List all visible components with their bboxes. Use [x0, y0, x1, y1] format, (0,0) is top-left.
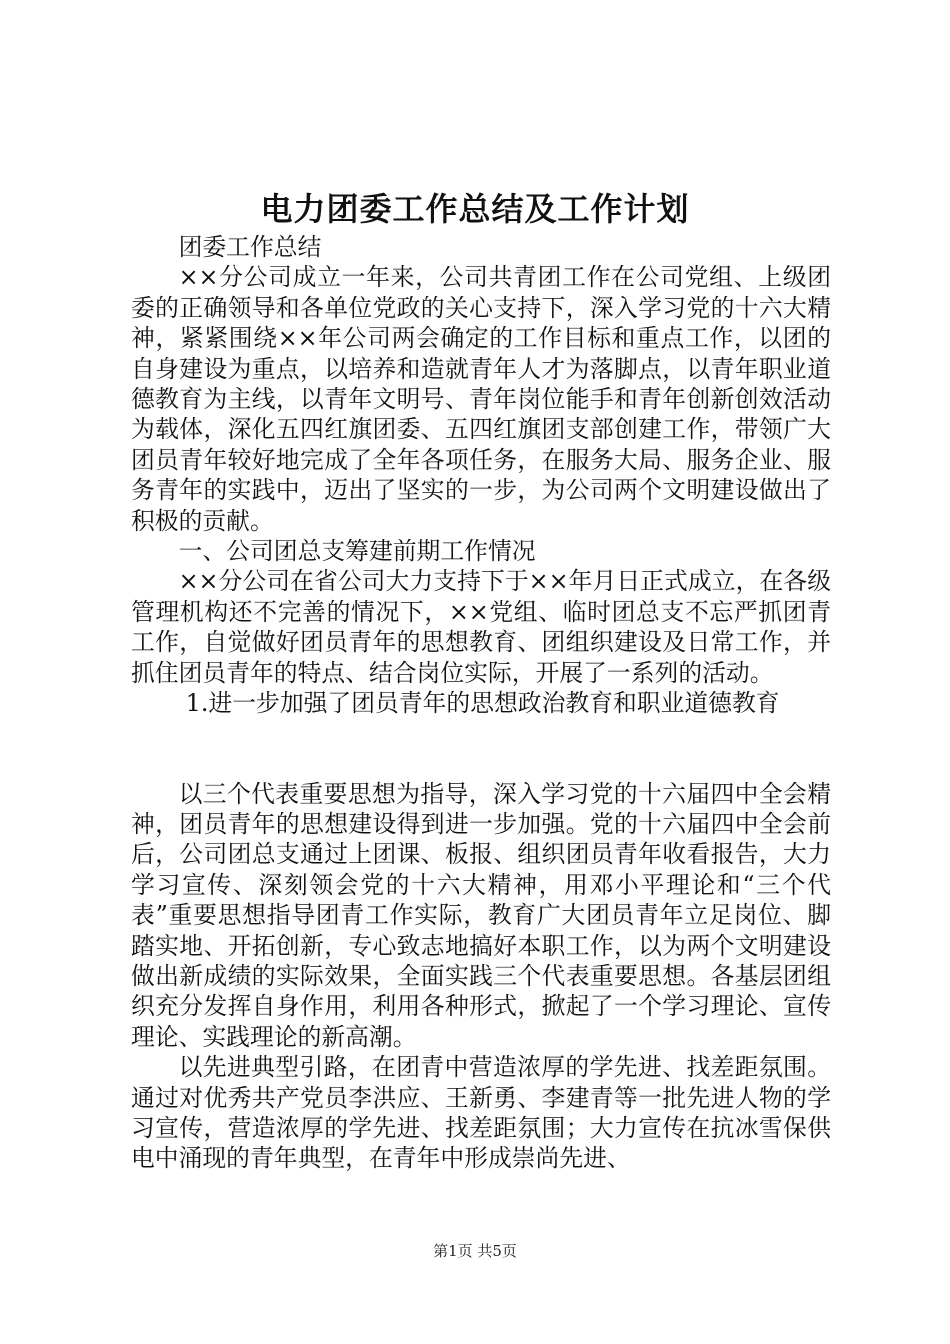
paragraph-intro: ××分公司成立一年来，公司共青团工作在公司党组、上级团委的正确领导和各单位党政的关心支持下，深入学习党的十六大精神，紧紧围绕××年公司两会确定的工作目标和重点工作，以团的自身建设为重点，以培养和造就青年人才为落脚点，以青年职业道德教育为主线，以青年文明号、青年岗位能手和青年创新创效活动为载体，深化五四红旗团委、五四红旗团支部创建工作，带领广大团员青年较好地完成了全年各项任务，在服务大局、服务企业、服务青年的实践中，迈出了坚实的一步，为公司两个文明建设做出了积极的贡献。 [131, 263, 831, 535]
section-heading-one: 一、公司团总支筹建前期工作情况 [178, 537, 536, 566]
paragraph-role-models: 以先进典型引路，在团青中营造浓厚的学先进、找差距氛围。通过对优秀共产党员李洪应、王新勇、李建青等一批先进人物的学习宣传，营造浓厚的学先进、找差距氛围；大力宣传在抗冰雪保供电中涌现的青年典型，在青年中形成崇尚先进、 [131, 1053, 831, 1173]
blank-line [131, 719, 831, 779]
paragraph-preparation: ××分公司在省公司大力支持下于××年月日正式成立，在各级管理机构还不完善的情况下，××党组、临时团总支不忘严抓团青工作，自觉做好团员青年的思想教育、团组织建设及日常工作，并抓住团员青年的特点、结合岗位实际，开展了一系列的活动。 [131, 567, 831, 687]
document-body [131, 232, 831, 1174]
page-footer: 第1页 共5页 [433, 1242, 517, 1260]
section-heading-summary: 团委工作总结 [178, 233, 322, 261]
subheading-item-1: 1.进一步加强了团员青年的思想政治教育和职业道德教育 [185, 689, 780, 718]
document-title: 电力团委工作总结及工作计划 [260, 190, 690, 228]
paragraph-ideology: 以三个代表重要思想为指导，深入学习党的十六届四中全会精神，团员青年的思想建设得到进一步加强。党的十六届四中全会前后，公司团总支通过上团课、板报、组织团员青年收看报告，大力学习宣传、深刻领会党的十六大精神，用邓小平理论和“三个代表”重要思想指导团青工作实际，教育广大团员青年立足岗位、脚踏实地、开拓创新，专心致志地搞好本职工作，以为两个文明建设做出新成绩的实际效果，全面实践三个代表重要思想。各基层团组织充分发挥自身作用，利用各种形式，掀起了一个学习理论、宣传理论、实践理论的新高潮。 [131, 779, 831, 1051]
